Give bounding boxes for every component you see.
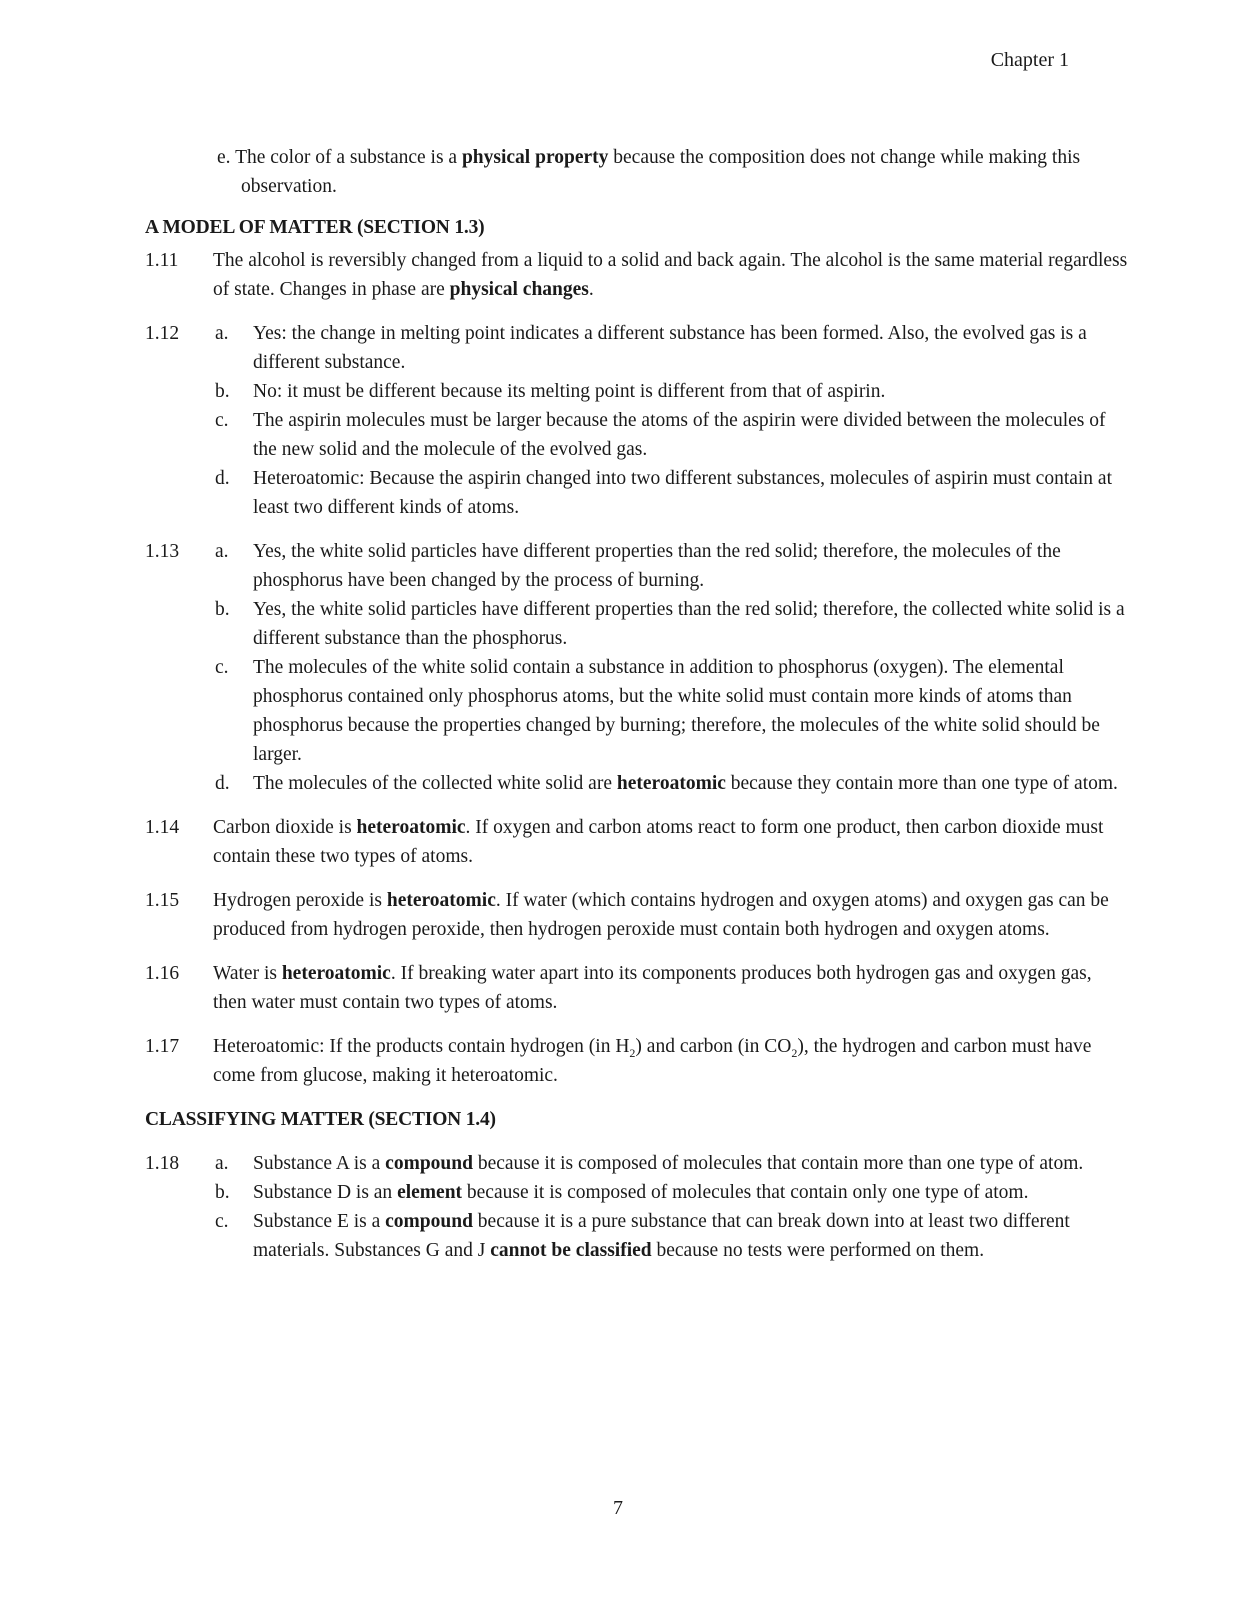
term-bold: compound [385,1153,473,1174]
page-content [145,143,1130,1280]
sub-answer-d: d. The molecules of the collected white solid are heteroatomic because they contain more than one type of atom. [215,773,1118,794]
problem-body: Carbon dioxide is heteroatomic. If oxygen and carbon atoms react to form one product, then carbon dioxide must contain these two types of atoms. [213,817,1104,867]
term-bold: compound [385,1211,473,1232]
sub-answer-a: a. Substance A is a compound because it is composed of molecules that contain more than one type of atom. [215,1153,1084,1174]
sub-answer-d: d. Heteroatomic: Because the aspirin changed into two different substances, molecules of aspirin must contain at least two different kinds of atoms. [215,468,1113,518]
sub-answer-c: c. The molecules of the white solid contain a substance in addition to phosphorus (oxygen). The elemental phosphorus contained only phosphorus atoms, but the white solid must contain more kinds of atoms than phosphorus because the properties changed by burning; therefore, the molecules of the white solid should be larger. [215,657,1100,765]
problem-1-13 [145,537,1130,798]
term-bold: element [397,1182,463,1203]
sub-answer-c: c. Substance E is a compound because it is a pure substance that can break down into at least two different materials. Substances G and J cannot be classified because no tests were performed on them. [215,1211,1070,1261]
problem-number: 1.18 [145,1153,180,1174]
sub-answer-a: a. Yes, the white solid particles have different properties than the red solid; therefore, the molecules of the phosphorus have been changed by the process of burning. [215,541,1061,591]
page-number: 7 [613,1497,623,1519]
sub-answer-b: b. No: it must be different because its melting point is different from that of aspirin. [215,381,886,402]
sub-answer-b: b. Substance D is an element because it is composed of molecules that contain only one type of atom. [215,1182,1029,1203]
problem-number: 1.13 [145,541,180,562]
problem-body: Hydrogen peroxide is heteroatomic. If water (which contains hydrogen and oxygen atoms) and oxygen gas can be produced from hydrogen peroxide, then hydrogen peroxide must contain both hydrogen and oxygen atoms. [213,890,1109,940]
term-bold: cannot be classified [490,1240,652,1261]
continued-answer-e [145,143,1130,201]
term-bold: physical changes [449,279,589,300]
problem-1-16 [145,959,1130,1017]
problem-body [213,319,1130,522]
problem-body [213,537,1130,798]
problem-body: Heteroatomic: If the products contain hydrogen (in $H_2$) and carbon (in $CO_2$), the hydrogen and carbon must have come from glucose, making it heteroatomic. [213,1036,1092,1086]
problem-number: 1.11 [145,250,179,271]
problem-number: 1.17 [145,1036,180,1057]
problem-1-14 [145,813,1130,871]
problem-number: 1.14 [145,817,180,838]
problem-body: Water is heteroatomic. If breaking water apart into its components produces both hydrogen gas and oxygen gas, then water must contain two types of atoms. [213,963,1092,1013]
term-bold: heteroatomic [616,773,726,794]
problem-body: The alcohol is reversibly changed from a liquid to a solid and back again. The alcohol is the same material regardless of state. Changes in phase are physical changes. [213,250,1128,300]
running-header: Chapter 1 [990,49,1069,71]
problem-1-12 [145,319,1130,522]
sub-answer-a: a. Yes: the change in melting point indicates a different substance has been formed. Also, the evolved gas is a different substance. [215,323,1087,373]
sub-answer-b: b. Yes, the white solid particles have different properties than the red solid; therefore, the collected white solid is a different substance than the phosphorus. [215,599,1125,649]
problem-1-15 [145,886,1130,944]
problem-body [213,1149,1130,1265]
subscript: 2 [629,1045,636,1060]
term-bold: heteroatomic [356,817,466,838]
problem-1-11 [145,246,1130,304]
term-bold: physical property [461,147,609,168]
term-bold: heteroatomic [386,890,496,911]
answer-label: e. [217,147,231,168]
section-heading: A MODEL OF MATTER (SECTION 1.3) [145,217,485,238]
sub-answer-c: c. The aspirin molecules must be larger because the atoms of the aspirin were divided between the molecules of the new solid and the molecule of the evolved gas. [215,410,1106,460]
problem-1-17 [145,1032,1130,1090]
term-bold: heteroatomic [281,963,391,984]
problem-number: 1.16 [145,963,180,984]
subscript: 2 [791,1045,798,1060]
problem-number: 1.12 [145,323,180,344]
answer-text: e. The color of a substance is a physical property because the composition does not change while making this observation. [217,147,1081,197]
section-heading: CLASSIFYING MATTER (SECTION 1.4) [145,1109,496,1130]
problem-1-18 [145,1149,1130,1265]
problem-number: 1.15 [145,890,180,911]
